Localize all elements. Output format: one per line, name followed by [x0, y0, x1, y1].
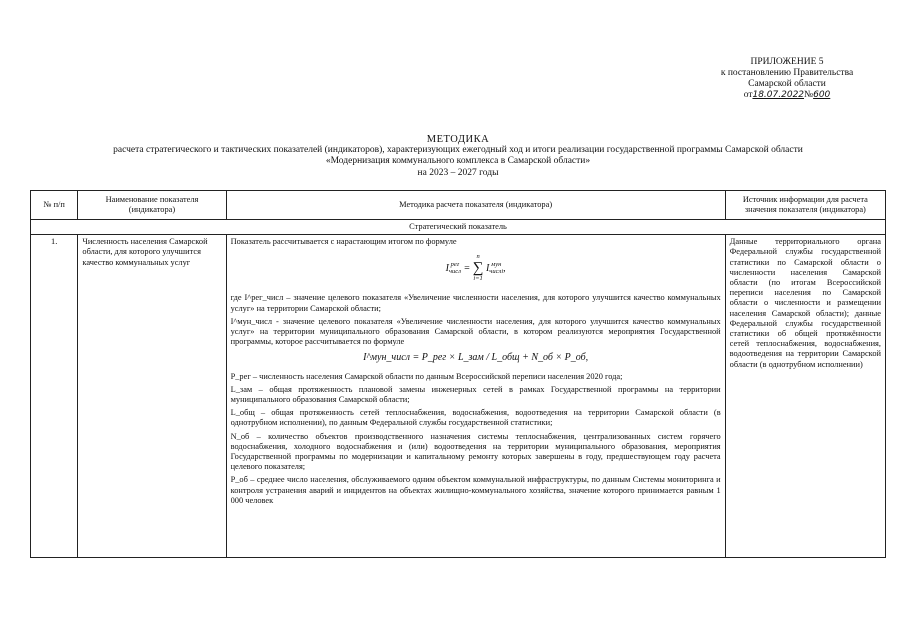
section-label: Стратегический показатель: [31, 220, 886, 235]
appendix-number: 600: [813, 90, 831, 100]
title-line3: на 2023 – 2027 годы: [417, 167, 499, 178]
f1-end: ,: [503, 263, 506, 275]
f1-sum-bottom: i=1: [473, 275, 483, 283]
f1-eq: =: [463, 263, 471, 275]
row-name: Численность населения Самарской области, для которого улучшится качество коммунальных услуг: [78, 235, 226, 558]
definition-1: где I^рег_числ – значение целевого показателя «Увеличение численности населения, для которого улучшится качество коммунальных услуг» на территории Самарской области;: [230, 293, 721, 313]
appendix-block: [662, 57, 912, 101]
f1-rhs-sub: числi: [489, 268, 504, 276]
f1-rhs-sup: мун: [491, 261, 502, 269]
appendix-line1: ПРИЛОЖЕНИЕ 5: [750, 57, 824, 67]
f1-lhs-sup: рег: [450, 261, 460, 269]
formula-1: I рег числ = n ∑ i=1 I мун числi ,: [445, 253, 506, 283]
header-source: Источник информации для расчета значения показателя (индикатора): [725, 191, 885, 220]
document-title: [30, 134, 886, 179]
f1-rhs: I: [485, 263, 490, 275]
param-p-reg: Р_рег – численность населения Самарской области по данным Всероссийской переписи населения 2020 года;: [230, 371, 623, 381]
table-header-row: [31, 191, 886, 220]
section-row: [31, 220, 886, 235]
table-row: [31, 235, 886, 558]
header-num: № п/п: [31, 191, 78, 220]
title-line2: «Модернизация коммунального комплекса в Самарской области»: [325, 156, 591, 167]
row-source: Данные территориального органа Федеральной службы государственной статистики по Самарской области о численности населения Самарской области (по итогам Всероссийской переписи населения по Самарской области о численности и размещении населения Самарской области); данные Федеральной службы государственной статистики об общей протяжённости сетей теплоснабжения, водоснабжения, водоотведения на территории Самарской области (в однотрубном исполнении): [725, 235, 885, 558]
param-l-obsh: L_общ – общая протяженность сетей теплоснабжения, водоснабжения, водоотведения на территории Самарской области (в однотрубном исполнении), по данным Федеральной службы государственной статистики;: [230, 408, 721, 428]
f1-lhs: I: [445, 263, 449, 275]
title-heading: МЕТОДИКА: [426, 134, 490, 145]
appendix-line4: [662, 90, 912, 101]
appendix-line2: к постановлению Правительства: [720, 68, 854, 78]
definition-2: I^мун_числ - значение целевого показателя «Увеличение численности населения, для которого улучшится качество коммунальных услуг» на территории муниципального образования Самарской области, в котором реализуются мероприятия Государственной программы, которое рассчитывается по формуле: [230, 316, 721, 347]
appendix-date: 18.07.2022: [752, 90, 805, 100]
f1-sum-top: n: [476, 253, 480, 261]
row-method: [226, 235, 725, 558]
formula-2: I^мун_числ = P_рег × L_зам / L_общ + N_об × P_об,: [363, 352, 589, 364]
param-n-ob: N_об – количество объектов производственного назначения системы теплоснабжения, централизованных систем горячего водоснабжения, холодного водоснабжения и (или) водоотведения на территории муниципального образования, мероприятия Государственной программы по модернизации и капитальному ремонту которых завершены в году, предшествующем году расчета целевого показателя;: [230, 431, 721, 472]
f1-lhs-sub: числ: [448, 268, 461, 276]
title-line1: расчета стратегического и тактических показателей (индикаторов), характеризующих ежегодный ход и итоги реализации государственной программы Самарской области: [113, 145, 803, 156]
row-num: 1.: [31, 235, 78, 558]
method-intro: Показатель рассчитывается с нарастающим итогом по формуле: [230, 237, 457, 247]
param-p-ob: Р_об – среднее число населения, обслуживаемого одним объектом коммунальной инфраструктуры, по данным Системы мониторинга и контроля устранения аварий и инцидентов на объектах жилищно-коммунального хозяйства, значение которого принимается равным 1 000 человек: [230, 475, 721, 505]
param-l-zam: L_зам – общая протяженность плановой замены инженерных сетей в рамках Государственной программы на территории муниципального образования Самарской области;: [230, 384, 721, 405]
appendix-no-sign: №: [804, 90, 814, 100]
methodology-table: [30, 190, 886, 558]
header-name: Наименование показателя (индикатора): [78, 191, 226, 220]
appendix-date-prefix: от: [743, 90, 753, 100]
appendix-line3: Самарской области: [748, 79, 826, 89]
header-method: Методика расчета показателя (индикатора): [226, 191, 725, 220]
